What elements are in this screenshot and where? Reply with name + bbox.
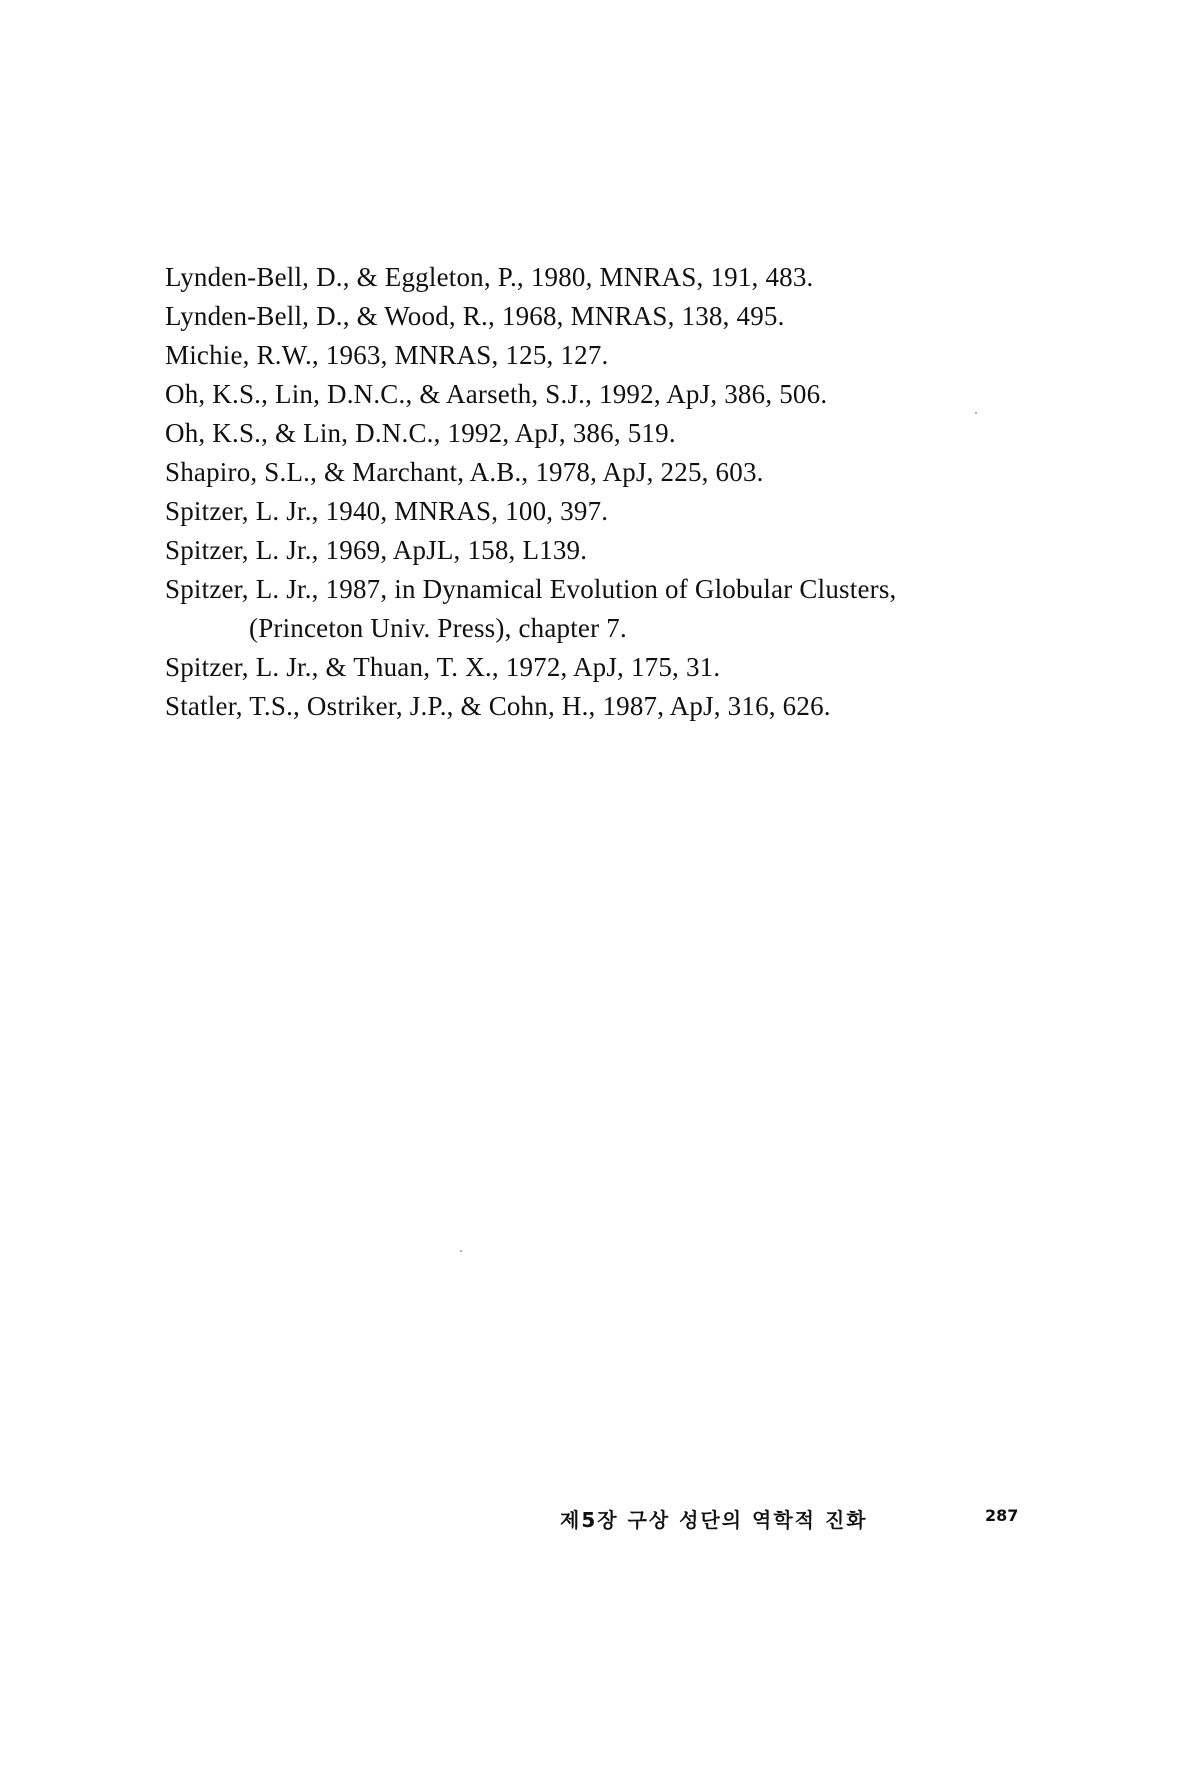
chapter-title: 제5장 구상 성단의 역학적 진화 <box>560 1508 868 1532</box>
reference-continuation: (Princeton Univ. Press), chapter 7. <box>249 613 627 643</box>
reference-entry <box>165 258 1065 297</box>
reference-text: Michie, R.W., 1963, MNRAS, 125, 127. <box>165 340 609 370</box>
reference-text: Lynden-Bell, D., & Wood, R., 1968, MNRAS, 138, 495. <box>165 301 785 331</box>
scan-speck <box>460 1250 462 1252</box>
reference-text: Oh, K.S., Lin, D.N.C., & Aarseth, S.J., 1992, ApJ, 386, 506. <box>165 379 828 409</box>
reference-entry <box>165 336 1065 375</box>
reference-entry <box>165 570 1065 648</box>
reference-text: Spitzer, L. Jr., & Thuan, T. X., 1972, ApJ, 175, 31. <box>165 652 721 682</box>
reference-text: Statler, T.S., Ostriker, J.P., & Cohn, H., 1987, ApJ, 316, 626. <box>165 691 831 721</box>
running-footer <box>560 1500 1020 1540</box>
reference-text: Oh, K.S., & Lin, D.N.C., 1992, ApJ, 386, 519. <box>165 418 676 448</box>
reference-entry <box>165 492 1065 531</box>
reference-entry <box>165 453 1065 492</box>
reference-list <box>165 258 1065 726</box>
reference-text: Spitzer, L. Jr., 1940, MNRAS, 100, 397. <box>165 496 609 526</box>
scan-speck <box>975 412 977 414</box>
reference-entry <box>165 297 1065 336</box>
reference-entry <box>165 375 1065 414</box>
reference-entry <box>165 531 1065 570</box>
reference-text: Shapiro, S.L., & Marchant, A.B., 1978, ApJ, 225, 603. <box>165 457 764 487</box>
reference-text: Spitzer, L. Jr., 1969, ApJL, 158, L139. <box>165 535 588 565</box>
page-number: 287 <box>985 1506 1019 1525</box>
reference-entry <box>165 687 1065 726</box>
reference-text: Spitzer, L. Jr., 1987, in Dynamical Evolution of Globular Clusters, <box>165 574 897 604</box>
reference-text: Lynden-Bell, D., & Eggleton, P., 1980, MNRAS, 191, 483. <box>165 262 814 292</box>
reference-entry <box>165 414 1065 453</box>
reference-entry <box>165 648 1065 687</box>
